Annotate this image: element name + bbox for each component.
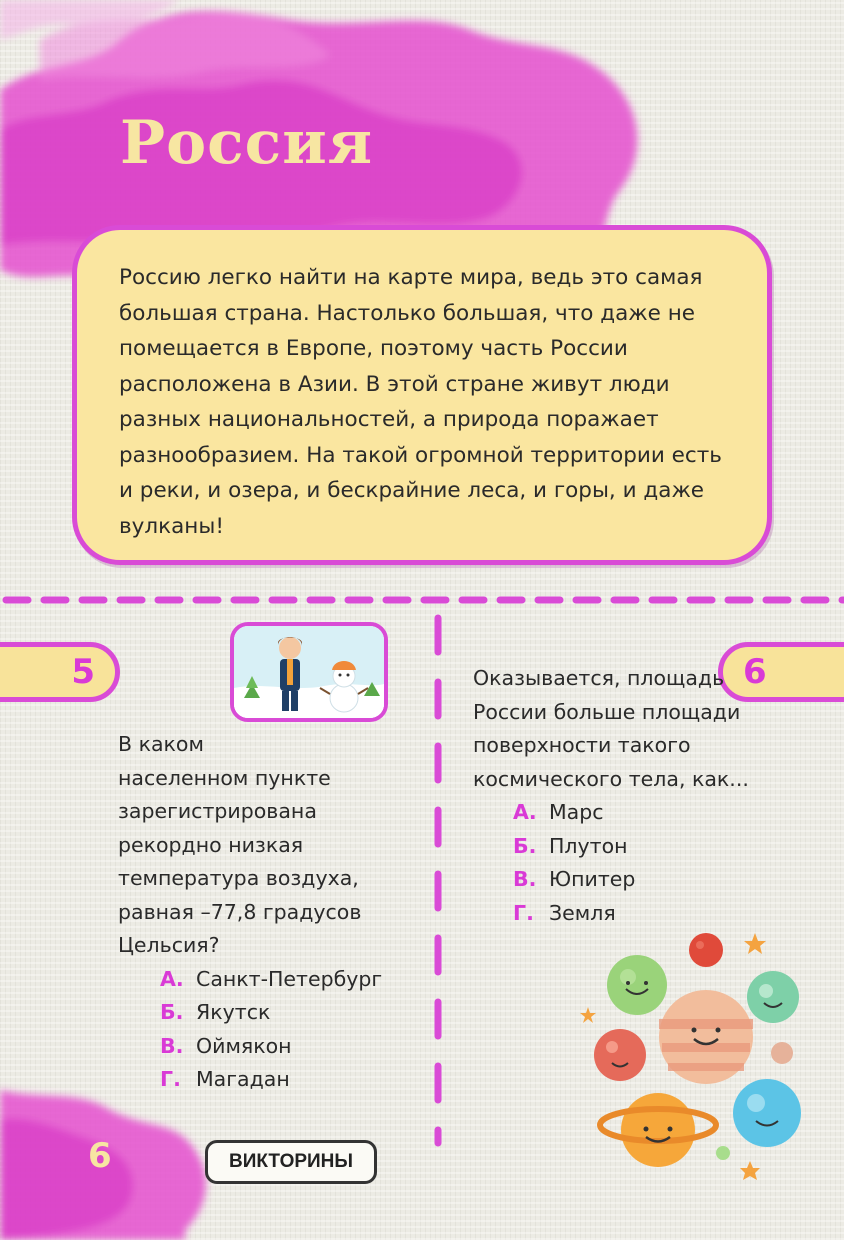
- option-d[interactable]: Г. Земля: [513, 900, 616, 925]
- planets-illustration: [570, 925, 844, 1185]
- section-label: ВИКТОРИНЫ: [205, 1140, 377, 1184]
- option-c[interactable]: В. Оймякон: [160, 1033, 292, 1058]
- page-number: 6: [88, 1136, 112, 1176]
- winter-scene-graphic: [234, 626, 384, 718]
- question-6-text: Оказывается, площадь России больше площади поверхности такого космического тела, как...: [473, 666, 749, 791]
- winter-illustration: [230, 622, 388, 722]
- option-a[interactable]: А. Марс: [513, 800, 604, 824]
- intro-text: Россию легко найти на карте мира, ведь это самая большая страна. Настолько большая, что даже не помещается в Европе, поэтому часть России расположена в Азии. В этой стране живут люди разных национальностей, а природа поражает разнообразием. На такой огромной территории есть и реки, и озера, и бескрайние леса, и горы, и даже вулканы!: [119, 265, 722, 539]
- question-5-text-start: В каком: [118, 732, 204, 756]
- option-c[interactable]: В. Юпитер: [513, 867, 636, 891]
- option-a[interactable]: А. Санкт-Петербург: [160, 966, 383, 991]
- question-5-options: [118, 963, 418, 1097]
- intro-box: [72, 225, 772, 565]
- page-title: Россия: [120, 108, 374, 178]
- divider-vertical: [428, 608, 448, 1148]
- question-6-options: [473, 796, 773, 930]
- question-5: [118, 728, 418, 1097]
- question-5-text: населенном пункте зарегистрирована рекордно низкая температура воздуха, равная –77,8 градусов Цельсия?: [118, 765, 362, 957]
- divider-horizontal: [0, 590, 844, 610]
- option-d[interactable]: Г. Магадан: [160, 1067, 290, 1091]
- question-5-number: 5: [0, 642, 120, 702]
- option-b[interactable]: Б. Якутск: [160, 1000, 271, 1024]
- option-b[interactable]: Б. Плутон: [513, 833, 628, 858]
- question-6: [473, 662, 773, 930]
- question-6-number: 6: [718, 642, 844, 702]
